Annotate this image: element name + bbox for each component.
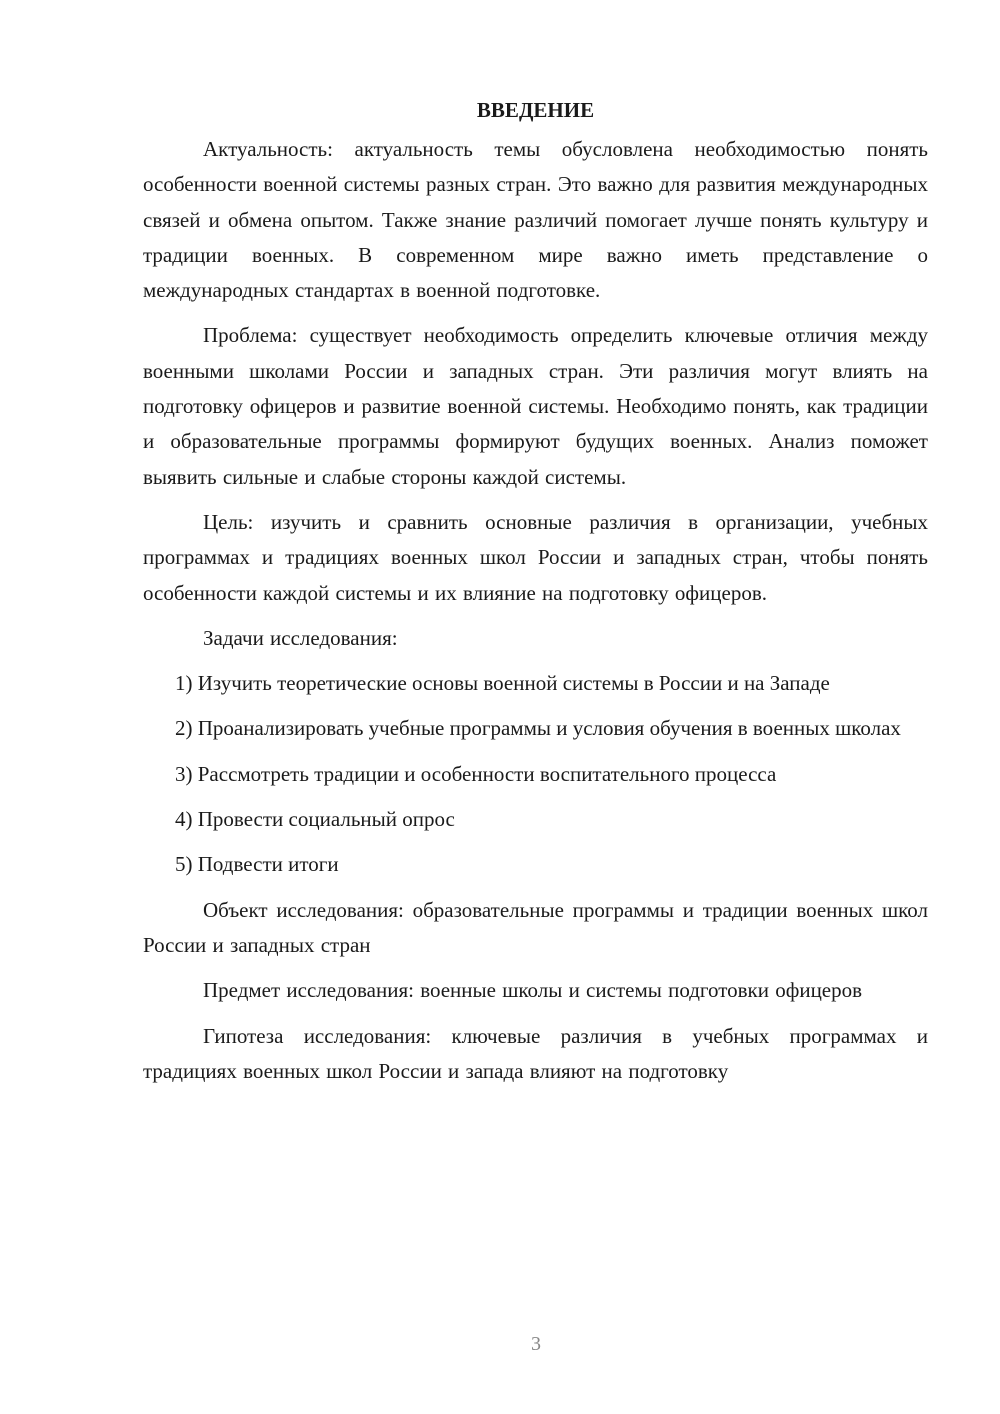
paragraph-subject: Предмет исследования: военные школы и системы подготовки офицеров [203, 978, 863, 1003]
task-item-1: 1) Изучить теоретические основы военной системы в России и на Западе [175, 671, 830, 696]
paragraph-hypothesis: Гипотеза исследования: ключевые различия в учебных программах и традициях военных школ России и запада влияют на подготовку [143, 1023, 928, 1083]
page-title: ВВЕДЕНИЕ [476, 98, 595, 122]
task-item-3: 3) Рассмотреть традиции и особенности воспитательного процесса [175, 761, 777, 786]
paragraph-problem: Проблема: существует необходимость определить ключевые отличия между военными школами России и западных стран. Эти различия могут влиять на подготовку офицеров и развитие военной системы. Необходимо понять, как традиции и образовательные программы формируют будущих военных. Анализ поможет выявить сильные и слабые стороны каждой системы. [143, 323, 928, 489]
document-page [143, 95, 928, 1099]
task-item-4: 4) Провести социальный опрос [175, 807, 455, 832]
page-number: 3 [531, 1333, 541, 1355]
task-item-2: 2) Проанализировать учебные программы и условия обучения в военных школах [175, 716, 901, 741]
paragraph-tasks-heading: Задачи исследования: [203, 625, 398, 650]
paragraph-goal: Цель: изучить и сравнить основные различия в организации, учебных программах и традициях военных школ России и западных стран, чтобы понять особенности каждой системы и их влияние на подготовку офицеров. [143, 509, 928, 605]
paragraph-relevance: Актуальность: актуальность темы обусловлена необходимостью понять особенности военной системы разных стран. Это важно для развития международных связей и обмена опытом. Также знание различий помогает лучше понять культуру и традиции военных. В современном мире важно иметь представление о международных стандартах в военной подготовке. [143, 137, 928, 303]
task-item-5: 5) Подвести итоги [175, 852, 339, 877]
paragraph-object: Объект исследования: образовательные программы и традиции военных школ России и западных стран [143, 897, 928, 957]
